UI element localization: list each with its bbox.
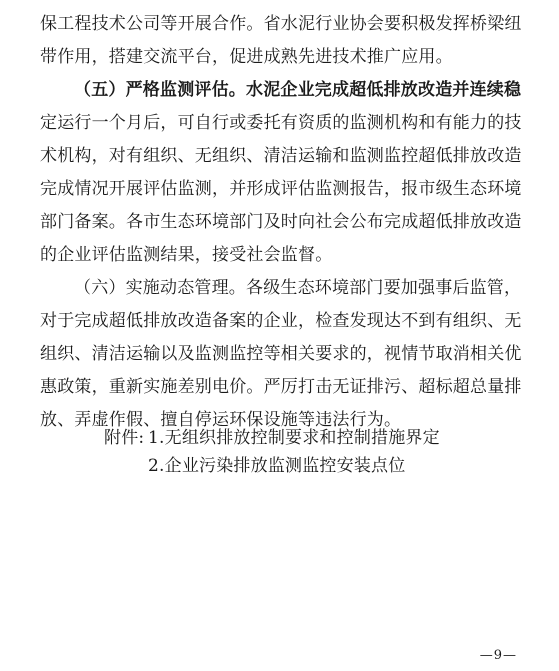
text-line: 带作用，搭建交流平台，促进成熟先进技术推广应用。	[40, 47, 453, 67]
text-line: 术机构，对有组织、无组织、清洁运输和监测监控超低排放改造	[40, 146, 522, 166]
text-line: 惠政策，重新实施差别电价。严厉打击无证排污、超标超总量排	[40, 377, 522, 397]
annex-item: 1.无组织排放控制要求和控制措施界定	[148, 428, 440, 448]
annex-label: 附件:	[104, 428, 145, 448]
text-line: 部门备案。各市生态环境部门及时向社会公布完成超低排放改造	[40, 212, 522, 232]
section-six-first-line: （六）实施动态管理。各级生态环境部门要加强事后监管，	[74, 278, 522, 298]
annex-item: 2.企业污染排放监测监控安装点位	[148, 456, 406, 476]
page-number: —9—	[479, 648, 517, 663]
text-line: 对于完成超低排放改造备案的企业，检查发现达不到有组织、无	[40, 311, 522, 331]
text-line: 组织、清洁运输以及监测监控等相关要求的，视情节取消相关优	[40, 344, 522, 364]
text-line: 定运行一个月后，可自行或委托有资质的监测机构和有能力的技	[40, 113, 522, 133]
text-line: 的企业评估监测结果，接受社会监督。	[40, 245, 333, 265]
text-line: 完成情况开展评估监测，并形成评估监测报告，报市级生态环境	[40, 179, 522, 199]
text-line: 放、弄虚作假、擅自停运环保设施等违法行为。	[40, 410, 402, 430]
text-line: 保工程技术公司等开展合作。省水泥行业协会要积极发挥桥梁纽	[40, 14, 522, 34]
section-five-first-line: （五）严格监测评估。水泥企业完成超低排放改造并连续稳	[74, 80, 522, 100]
